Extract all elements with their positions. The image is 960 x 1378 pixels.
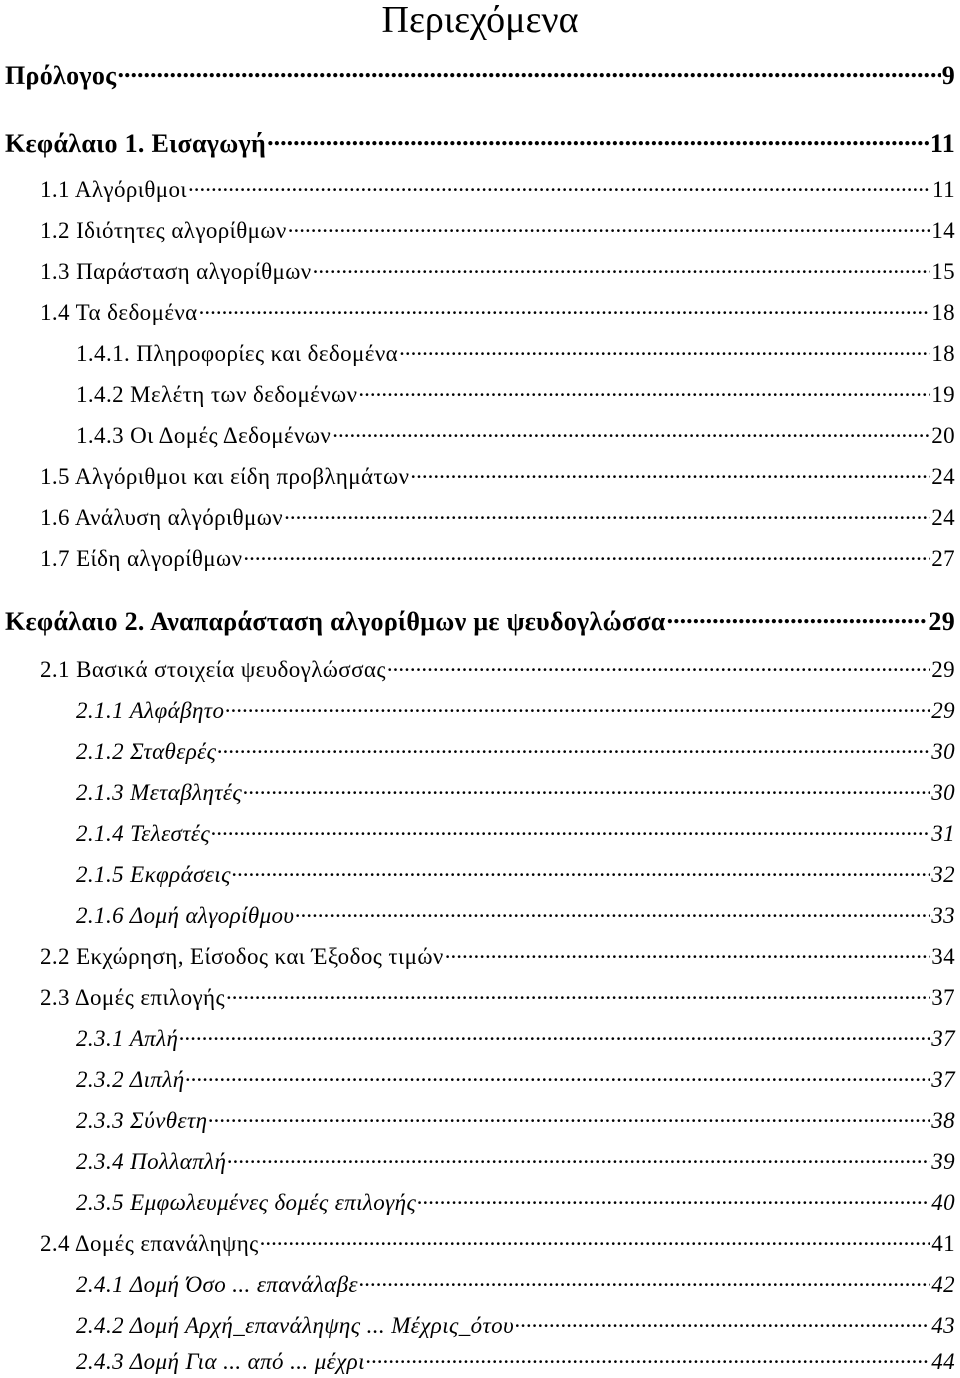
leader-dots	[667, 604, 928, 630]
leader-dots	[295, 900, 930, 923]
toc-entry-2-3[interactable]	[40, 982, 955, 1012]
leader-dots	[217, 736, 930, 759]
leader-dots	[188, 174, 931, 197]
toc-entry-label: 2.3.4 Πολλαπλή	[76, 1149, 227, 1174]
toc-entry-page: 20	[931, 423, 955, 448]
leader-dots	[515, 1310, 930, 1333]
toc-entry-2-4-1[interactable]	[76, 1269, 955, 1299]
toc-entry-1-4-3[interactable]	[76, 420, 955, 450]
leader-dots	[387, 654, 930, 677]
toc-entry-page: 29	[931, 657, 955, 682]
leader-dots	[199, 297, 931, 320]
toc-entry-label: Κεφάλαιο 1. Εισαγωγή	[5, 129, 267, 158]
toc-entry-2-4-3[interactable]	[76, 1346, 955, 1376]
leader-dots	[399, 338, 930, 361]
leader-dots	[332, 420, 930, 443]
toc-entry-2-1-2[interactable]	[76, 736, 955, 766]
toc-entry-page: 37	[931, 985, 955, 1010]
toc-entry-label: 1.6 Ανάλυση αλγόριθμων	[40, 505, 284, 530]
toc-entry-label: 1.1 Αλγόριθμοι	[40, 177, 187, 202]
toc-entry-page: 30	[931, 739, 955, 764]
leader-dots	[288, 215, 930, 238]
page-title: Περιεχόμενα	[381, 0, 579, 41]
toc-entry-label: 2.3.2 Διπλή	[76, 1067, 185, 1092]
leader-dots	[232, 859, 930, 882]
leader-dots	[226, 982, 930, 1005]
toc-entry-label: 2.4 Δομές επανάληψης	[40, 1231, 259, 1256]
toc-entry-1-2[interactable]	[40, 215, 955, 245]
toc-entry-2-4-2[interactable]	[76, 1310, 955, 1340]
leader-dots	[445, 941, 931, 964]
toc-entry-1-6[interactable]	[40, 502, 955, 532]
toc-entry-2-3-3[interactable]	[76, 1105, 955, 1135]
leader-dots	[358, 379, 930, 402]
toc-entry-page: 15	[931, 259, 955, 284]
toc-entry-label: 2.3 Δομές επιλογής	[40, 985, 225, 1010]
leader-dots	[313, 256, 931, 279]
toc-entry-page: 39	[931, 1149, 955, 1174]
toc-entry-label: 2.1.3 Μεταβλητές	[76, 780, 243, 805]
leader-dots	[225, 695, 930, 718]
toc-entry-label: 2.3.1 Απλή	[76, 1026, 179, 1051]
toc-entry-page: 31	[931, 821, 955, 846]
leader-dots	[186, 1064, 931, 1087]
toc-entry-label: 1.4.2 Μελέτη των δεδομένων	[76, 382, 358, 407]
toc-entry-page: 9	[941, 61, 955, 90]
toc-entry-prologue[interactable]	[5, 58, 955, 88]
toc-entry-label: 2.1.1 Αλφάβητο	[76, 698, 225, 723]
toc-entry-page: 37	[931, 1026, 955, 1051]
toc-entry-1-5[interactable]	[40, 461, 955, 491]
leader-dots	[260, 1228, 931, 1251]
toc-entry-label: Κεφάλαιο 2. Αναπαράσταση αλγορίθμων με ψευδογλώσσα	[5, 607, 666, 636]
toc-entry-page: 19	[931, 382, 955, 407]
toc-entry-2-1-1[interactable]	[76, 695, 955, 725]
leader-dots	[243, 777, 930, 800]
toc-entry-page: 42	[931, 1272, 955, 1297]
toc-entry-1-4-2[interactable]	[76, 379, 955, 409]
toc-entry-label: 1.4 Τα δεδομένα	[40, 300, 198, 325]
toc-entry-page: 18	[931, 341, 955, 366]
toc-entry-2-1[interactable]	[40, 654, 955, 684]
toc-entry-label: 1.7 Είδη αλγορίθμων	[40, 546, 243, 571]
toc-entry-label: 2.2 Εκχώρηση, Είσοδος και Έξοδος τιμών	[40, 944, 444, 969]
toc-entry-label: 2.1.4 Τελεστές	[76, 821, 211, 846]
toc-entry-page: 44	[931, 1349, 955, 1374]
leader-dots	[366, 1346, 930, 1369]
toc-entry-page: 40	[931, 1190, 955, 1215]
toc-entry-chapter-1[interactable]	[5, 126, 955, 156]
toc-entry-2-1-6[interactable]	[76, 900, 955, 930]
toc-entry-label: 2.3.5 Εμφωλευμένες δομές επιλογής	[76, 1190, 417, 1215]
toc-entry-page: 30	[931, 780, 955, 805]
leader-dots	[117, 58, 940, 84]
toc-entry-2-3-4[interactable]	[76, 1146, 955, 1176]
toc-entry-page: 38	[931, 1108, 955, 1133]
leader-dots	[267, 126, 929, 152]
toc-entry-2-3-2[interactable]	[76, 1064, 955, 1094]
toc-entry-chapter-2[interactable]	[5, 604, 955, 634]
leader-dots	[208, 1105, 930, 1128]
toc-entry-label: 2.1.2 Σταθερές	[76, 739, 217, 764]
toc-entry-1-4[interactable]	[40, 297, 955, 327]
toc-entry-1-4-1[interactable]	[76, 338, 955, 368]
toc-entry-label: 2.3.3 Σύνθετη	[76, 1108, 208, 1133]
toc-entry-page: 37	[931, 1067, 955, 1092]
toc-entry-label: 1.4.1. Πληροφορίες και δεδομένα	[76, 341, 399, 366]
toc-entry-page: 24	[931, 505, 955, 530]
toc-entry-page: 29	[928, 607, 955, 636]
toc-entry-label: 2.1 Βασικά στοιχεία ψευδογλώσσας	[40, 657, 386, 682]
leader-dots	[179, 1023, 930, 1046]
toc-entry-label: 2.4.3 Δομή Για ... από ... μέχρι	[76, 1349, 365, 1374]
toc-entry-2-3-1[interactable]	[76, 1023, 955, 1053]
toc-entry-label: Πρόλογος	[5, 61, 117, 90]
toc-entry-label: 2.1.5 Εκφράσεις	[76, 862, 231, 887]
toc-entry-label: 1.4.3 Οι Δομές Δεδομένων	[76, 423, 332, 448]
toc-entry-label: 1.5 Αλγόριθμοι και είδη προβλημάτων	[40, 464, 410, 489]
toc-entry-page: 32	[931, 862, 955, 887]
toc-entry-label: 2.4.2 Δομή Αρχή_επανάληψης ... Μέχρις_ότου	[76, 1313, 515, 1338]
toc-entry-1-7[interactable]	[40, 543, 955, 573]
leader-dots	[359, 1269, 930, 1292]
toc-entry-label: 1.2 Ιδιότητες αλγορίθμων	[40, 218, 287, 243]
toc-entry-label: 2.1.6 Δομή αλγορίθμου	[76, 903, 295, 928]
toc-entry-label: 1.3 Παράσταση αλγορίθμων	[40, 259, 312, 284]
leader-dots	[284, 502, 930, 525]
toc-entry-1-3[interactable]	[40, 256, 955, 286]
leader-dots	[417, 1187, 930, 1210]
toc-entry-page: 18	[931, 300, 955, 325]
leader-dots	[227, 1146, 930, 1169]
leader-dots	[211, 818, 930, 841]
toc-entry-page: 14	[931, 218, 955, 243]
toc-entry-page: 34	[931, 944, 955, 969]
toc-entry-page: 41	[931, 1231, 955, 1256]
toc-entry-label: 2.4.1 Δομή Όσο ... επανάλαβε	[76, 1272, 358, 1297]
leader-dots	[243, 543, 930, 566]
toc-entry-page: 27	[931, 546, 955, 571]
toc-entry-page: 33	[931, 903, 955, 928]
toc-entry-page: 11	[932, 177, 955, 202]
toc-entry-2-1-3[interactable]	[76, 777, 955, 807]
toc-entry-2-1-4[interactable]	[76, 818, 955, 848]
toc-entry-2-4[interactable]	[40, 1228, 955, 1258]
toc-entry-2-3-5[interactable]	[76, 1187, 955, 1217]
toc-entry-2-2[interactable]	[40, 941, 955, 971]
toc-entry-page: 29	[931, 698, 955, 723]
leader-dots	[410, 461, 930, 484]
toc-entry-2-1-5[interactable]	[76, 859, 955, 889]
toc-entry-page: 43	[931, 1313, 955, 1338]
toc-entry-page: 11	[929, 129, 955, 158]
toc-entry-1-1[interactable]	[40, 174, 955, 204]
toc-entry-page: 24	[931, 464, 955, 489]
